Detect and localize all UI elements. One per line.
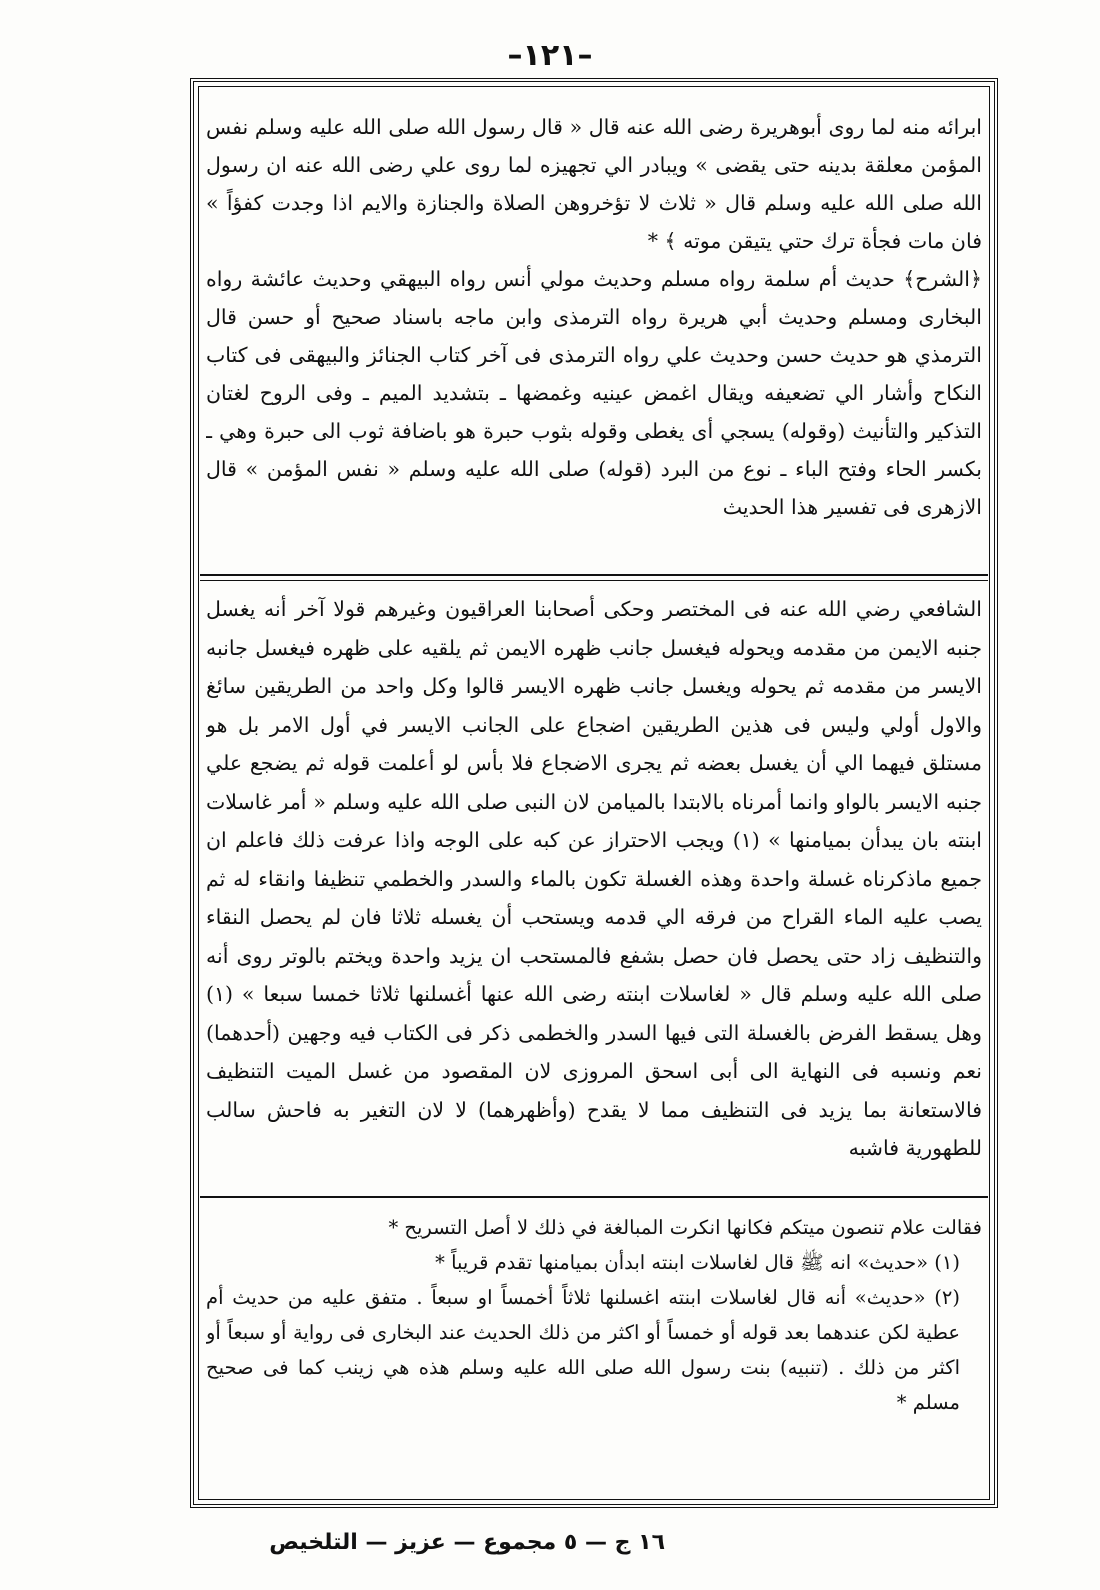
sharh-paragraph: ﴿الشرح﴾ حديث أم سلمة رواه مسلم وحديث مولي أنس رواه البيهقي وحديث عائشة رواه البخارى ومسلم وحديث أبي هريرة رواه الترمذى وابن ماجه باسناد صحيح أو حسن قال الترمذي هو حديث حسن وحديث علي رواه الترمذى فى آخر كتاب الجنائز والبيهقى فى كتاب النكاح وأشار الي تضعيفه ويقال اغمض عينيه وغمضها ـ بتشديد الميم ـ وفى الروح لغتان التذكير والتأنيث (وقوله) يسجي أى يغطى وقوله بثوب حبرة هو باضافة ثوب الى حبرة وهي ـ بكسر الحاء وفتح الباء ـ نوع من البرد (قوله) صلى الله عليه وسلم « نفس المؤمن » قال الازهرى فى تفسير هذا الحديث (206, 267, 982, 519)
page-number: –١٢١– (507, 38, 593, 73)
section-divider-top (200, 574, 988, 576)
footnote-1: (١) «حديث» انه ﷺ قال لغاسلات ابنته ابدأن بميامنها تقدم قريباً * (435, 1251, 960, 1274)
footnotes-block (206, 1210, 982, 1470)
matn-paragraph: ابرائه منه لما روى أبوهريرة رضى الله عنه قال « قال رسول الله صلى الله عليه وسلم نفس المؤمن معلقة بدينه حتى يقضى » ويبادر الي تجهيزه لما روى علي رضى الله عنه ان رسول الله صلى الله عليه وسلم قال « ثلاث لا تؤخروهن الصلاة والجنازة والايم اذا وجدت كفؤاً » فان مات فجأة ترك حتي يتيقن موته ﴾ * (206, 115, 982, 253)
note-line-intro: فقالت علام تنصون ميتكم فكانها انكرت المبالغة في ذلك لا أصل التسريح * (388, 1216, 982, 1239)
footnote-2: (٢) «حديث» أنه قال لغاسلات ابنته اغسلنها ثلاثاً أخمساً او سبعاً . متفق عليه من حديث أم عطية لكن عندهما بعد قوله أو خمساً أو اكثر من ذلك الحديث عند البخارى فى رواية أو سبعاً أو اكثر من ذلك . (تنبيه) بنت رسول الله صلى الله عليه وسلم هذه هي زينب كما فى صحيح مسلم * (206, 1286, 960, 1414)
section-divider-notes (200, 1196, 988, 1198)
section-divider-top-thin (200, 580, 988, 581)
signature-footer: ١٦ ج — ٥ مجموع — عزيز — التلخيص (269, 1530, 665, 1555)
main-paragraph: الشافعي رضي الله عنه فى المختصر وحكى أصحابنا العراقيون وغيرهم قولا آخر أنه يغسل جنبه الايمن من مقدمه ويحوله فيغسل جانب ظهره الايمن ثم يلقيه على ظهره فيغسل جانبه الايسر من مقدمه ثم يحوله ويغسل جانب ظهره الايسر قالوا وكل واحد من الطريقين سائغ والاول أولي وليس فى هذين الطريقين اضجاع على الجانب الايسر في أول الامر بل هو مستلق فيهما الي أن يغسل بعضه ثم يجرى الاضجاع فلا بأس لو أعلمت قوله ثم يضجع علي جنبه الايسر بالواو وانما أمرناه بالابتدا بالميامن لان النبى صلى الله عليه وسلم « أمر غاسلات ابنته بان يبدأن بميامنها » (١) ويجب الاحتراز عن كبه على الوجه واذا عرفت ذلك فاعلم ان جميع ماذكرناه غسلة واحدة وهذه الغسلة تكون بالماء والسدر والخطمي تنظيفا وانقاء له ثم يصب عليه الماء القراح من فرقه الي قدمه ويستحب أن يغسله ثلاثا فان لم يحصل النقاء والتنظيف زاد حتى يحصل فان حصل بشفع فالمستحب ان يزيد واحدة ويختم بالوتر روى أنه صلى الله عليه وسلم قال « لغاسلات ابنته رضى الله عنها أغسلنها ثلاثا خمسا سبعا » (١) وهل يسقط الفرض بالغسلة التى فيها السدر والخطمى ذكر فى الكتاب فيه وجهين (أحدهما) نعم ونسبه فى النهاية الى أبى اسحق المروزى لان المقصود من غسل الميت التنظيف فالاستعانة بما يزيد فى التنظيف مما لا يقدح (وأظهرهما) لا لان التغير به فاحش سالب للطهورية فاشبه (206, 597, 982, 1160)
upper-text-block (206, 108, 982, 568)
main-text-block (206, 590, 982, 1190)
